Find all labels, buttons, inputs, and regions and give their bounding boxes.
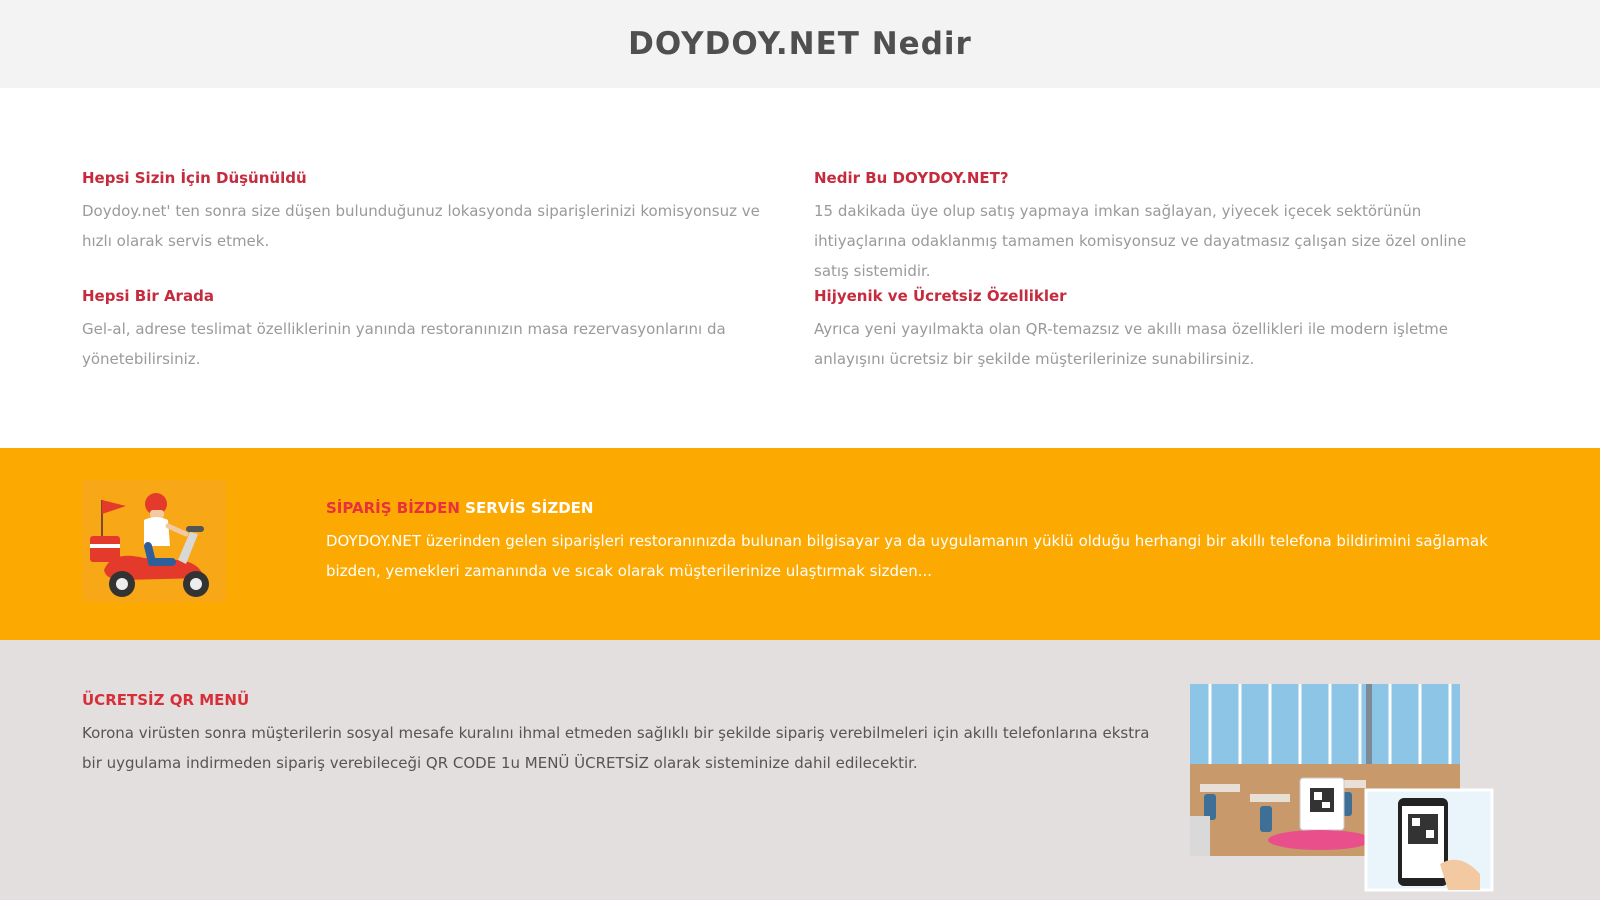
page-hero: [0, 0, 1600, 88]
band-title: [326, 498, 1536, 518]
feature-title: Hepsi Sizin İçin Düşünüldü: [82, 169, 307, 187]
qr-restaurant-illustration: [1190, 684, 1500, 892]
feature-title: Nedir Bu DOYDOY.NET?: [814, 169, 1009, 187]
feature-block: [82, 168, 772, 256]
feature-title: Hepsi Bir Arada: [82, 287, 214, 305]
page-title: DOYDOY.NET Nedir: [628, 26, 972, 62]
qr-menu-section: [0, 640, 1600, 900]
delivery-scooter-icon: [82, 480, 226, 602]
feature-text: Ayrıca yeni yayılmakta olan QR-temazsız ve akıllı masa özellikleri ile modern işletme anlayışını ücretsiz bir şekilde müşterilerinize sunabilirsiniz.: [814, 320, 1448, 368]
qr-content: [82, 690, 1152, 778]
band-text: DOYDOY.NET üzerinden gelen siparişleri restoranınızda bulunan bilgisayar ya da uygulamanın yüklü olduğu herhangi bir akıllı telefona bildirimini sağlamak bizden, yemekleri zamanında ve sıcak olarak müşterilerinize ulaştırmak sizden...: [326, 532, 1488, 580]
feature-text: Gel-al, adrese teslimat özelliklerinin yanında restoranınızın masa rezervasyonlarını da yönetebilirsiniz.: [82, 320, 726, 368]
features-section: [0, 88, 1600, 448]
feature-block: [82, 286, 772, 374]
qr-title: ÜCRETSİZ QR MENÜ: [82, 691, 250, 709]
band-title-white: SERVİS SİZDEN: [465, 499, 594, 517]
delivery-band: [0, 448, 1600, 640]
band-content: [326, 498, 1536, 586]
feature-title: Hijyenik ve Ücretsiz Özellikler: [814, 287, 1067, 305]
band-title-red: SİPARİŞ BİZDEN: [326, 499, 460, 517]
feature-text: Doydoy.net' ten sonra size düşen bulunduğunuz lokasyonda siparişlerinizi komisyonsuz ve hızlı olarak servis etmek.: [82, 202, 760, 250]
qr-text: Korona virüsten sonra müşterilerin sosyal mesafe kuralını ihmal etmeden sağlıklı bir şekilde sipariş verebilmeleri için akıllı telefonlarına ekstra bir uygulama indirmeden sipariş verebileceği QR CODE 1u MENÜ ÜCRETSİZ olarak sisteminize dahil edilecektir.: [82, 724, 1150, 772]
feature-text: 15 dakikada üye olup satış yapmaya imkan sağlayan, yiyecek içecek sektörünün ihtiyaçlarına odaklanmış tamamen komisyonsuz ve dayatmasız çalışan size özel online satış sistemidir.: [814, 202, 1467, 280]
feature-block: [814, 286, 1504, 374]
feature-block: [814, 168, 1504, 286]
